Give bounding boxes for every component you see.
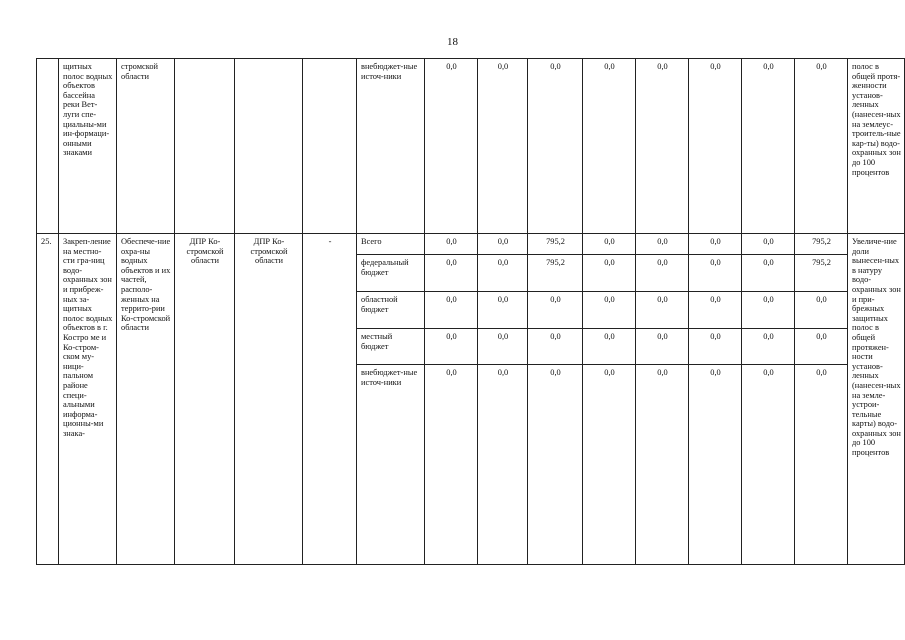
result-cell: Увеличе-ние доли вынесен-ных в натуру водо-охранных зон и при-брежных защитных полос в общей протяжен-ности установ-ленных (нанесен-ных на земле-устрои-тельные карты) водо-охранных зон до 100 процентов bbox=[848, 234, 905, 565]
dash-cell bbox=[303, 59, 357, 234]
value-cell: 0,0 bbox=[425, 234, 478, 255]
value-cell: 0,0 bbox=[795, 59, 848, 234]
row-number-cell bbox=[37, 59, 59, 234]
value-cell: 0,0 bbox=[425, 59, 478, 234]
funding-source-cell: внебюджет-ные источ-ники bbox=[357, 365, 425, 565]
program-table bbox=[36, 58, 905, 565]
value-cell: 0,0 bbox=[425, 255, 478, 292]
value-cell: 0,0 bbox=[528, 59, 583, 234]
value-cell: 0,0 bbox=[689, 234, 742, 255]
executor-cell: ДПР Ко-стромской области bbox=[175, 234, 235, 565]
value-cell: 795,2 bbox=[795, 234, 848, 255]
executor-cell bbox=[175, 59, 235, 234]
responsible-cell: ДПР Ко-стромской области bbox=[235, 234, 303, 565]
value-cell: 0,0 bbox=[689, 255, 742, 292]
value-cell: 0,0 bbox=[425, 292, 478, 329]
value-cell: 0,0 bbox=[636, 292, 689, 329]
value-cell: 795,2 bbox=[795, 255, 848, 292]
value-cell: 0,0 bbox=[636, 365, 689, 565]
result-cell: полос в общей протя-женности установ-ленных (нанесен-ных на землеус-троитель-ные кар-ты) водо-охранных зон до 100 процентов bbox=[848, 59, 905, 234]
funding-source-cell: внебюджет-ные источ-ники bbox=[357, 59, 425, 234]
value-cell: 0,0 bbox=[583, 329, 636, 365]
value-cell: 0,0 bbox=[742, 59, 795, 234]
table-row-25-total bbox=[37, 234, 905, 255]
value-cell: 0,0 bbox=[478, 329, 528, 365]
value-cell: 0,0 bbox=[689, 365, 742, 565]
value-cell: 0,0 bbox=[478, 292, 528, 329]
value-cell: 0,0 bbox=[636, 234, 689, 255]
funding-source-cell: местный бюджет bbox=[357, 329, 425, 365]
value-cell: 0,0 bbox=[795, 329, 848, 365]
value-cell: 0,0 bbox=[583, 292, 636, 329]
value-cell: 0,0 bbox=[689, 292, 742, 329]
value-cell: 0,0 bbox=[636, 255, 689, 292]
measure-name-cell: Закреп-ление на местно-сти гра-ниц водо-охранных зон и прибреж-ных за-щитных полос водных объектов в г. Костро ме и Ко-стром-ском му-ници-пальном районе специ-альными информа-ционны-ми знака- bbox=[59, 234, 117, 565]
value-cell: 795,2 bbox=[528, 234, 583, 255]
row-number-cell: 25. bbox=[37, 234, 59, 565]
value-cell: 0,0 bbox=[583, 59, 636, 234]
measure-name-cell: щитных полос водных объектов бассейна реки Вет-луги спе-циальны-ми ин-формаци-онными знаками bbox=[59, 59, 117, 234]
funding-source-cell: Всего bbox=[357, 234, 425, 255]
value-cell: 0,0 bbox=[528, 292, 583, 329]
value-cell: 0,0 bbox=[478, 365, 528, 565]
value-cell: 0,0 bbox=[478, 59, 528, 234]
value-cell: 0,0 bbox=[528, 329, 583, 365]
table-row-continued bbox=[37, 59, 905, 234]
value-cell: 795,2 bbox=[528, 255, 583, 292]
value-cell: 0,0 bbox=[795, 365, 848, 565]
value-cell: 0,0 bbox=[742, 365, 795, 565]
value-cell: 0,0 bbox=[425, 365, 478, 565]
value-cell: 0,0 bbox=[742, 234, 795, 255]
value-cell: 0,0 bbox=[689, 329, 742, 365]
value-cell: 0,0 bbox=[478, 234, 528, 255]
measure-purpose-cell: стромской области bbox=[117, 59, 175, 234]
value-cell: 0,0 bbox=[528, 365, 583, 565]
value-cell: 0,0 bbox=[742, 292, 795, 329]
value-cell: 0,0 bbox=[478, 255, 528, 292]
dash-cell: - bbox=[303, 234, 357, 565]
funding-source-cell: областной бюджет bbox=[357, 292, 425, 329]
value-cell: 0,0 bbox=[583, 365, 636, 565]
value-cell: 0,0 bbox=[425, 329, 478, 365]
value-cell: 0,0 bbox=[795, 292, 848, 329]
measure-purpose-cell: Обеспече-ние охра-ны водных объектов и их частей, располо-женных на террито-рии Ко-стромской области bbox=[117, 234, 175, 565]
value-cell: 0,0 bbox=[636, 329, 689, 365]
value-cell: 0,0 bbox=[742, 329, 795, 365]
responsible-cell bbox=[235, 59, 303, 234]
value-cell: 0,0 bbox=[636, 59, 689, 234]
page-number: 18 bbox=[447, 36, 458, 48]
value-cell: 0,0 bbox=[583, 234, 636, 255]
value-cell: 0,0 bbox=[689, 59, 742, 234]
funding-source-cell: федеральный бюджет bbox=[357, 255, 425, 292]
value-cell: 0,0 bbox=[742, 255, 795, 292]
value-cell: 0,0 bbox=[583, 255, 636, 292]
